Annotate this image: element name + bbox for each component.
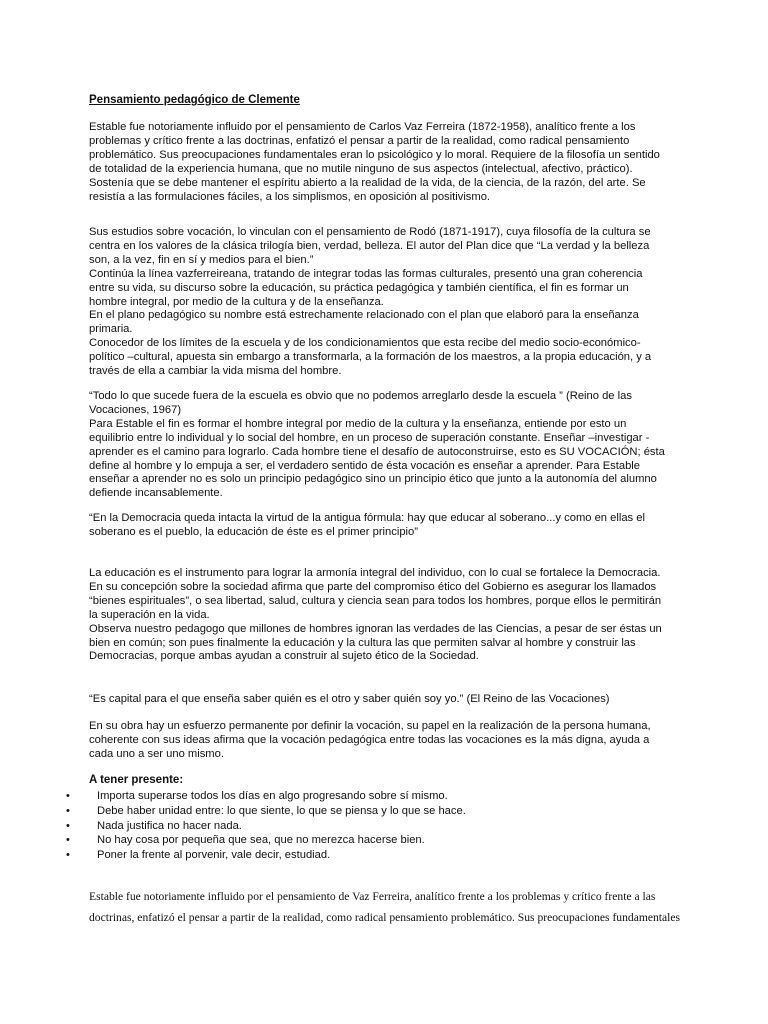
list-item-text: No hay cosa por pequeña que sea, que no merezca hacerse bien. — [97, 834, 425, 847]
text-line: soberano es el pueblo, la educación de éste es el primer principio” — [89, 525, 418, 538]
document-title: Pensamiento pedagógico de Clemente — [89, 94, 300, 106]
text-line: “En la Democracia queda intacta la virtud de la antigua fórmula: hay que educar al soberano...y como en ellas el — [89, 512, 645, 524]
bullet-icon: • — [66, 804, 70, 817]
list-item-text: Nada justifica no hacer nada. — [97, 819, 242, 832]
list-item — [0, 789, 768, 804]
paragraph-7 — [89, 720, 674, 762]
text-line: En su concepción sobre la sociedad afirma que parte del compromiso ético del Gobierno es asegurar los llamados — [89, 580, 657, 593]
text-line: hombre integral, por medio de la cultura y de la enseñanza. — [89, 295, 384, 308]
paragraph-1 — [89, 121, 674, 204]
text-line: Estable fue notoriamente influido por el pensamiento de Vaz Ferreira, analítico frente a los problemas y crítico frente a las — [89, 890, 656, 903]
paragraph-3 — [89, 390, 674, 501]
text-line: La educación es el instrumento para lograr la armonía integral del individuo, con lo cual se fortalece la Democracia. — [89, 567, 661, 579]
list-item-text: Importa superarse todos los días en algo progresando sobre sí mismo. — [97, 790, 448, 802]
text-line: Estable fue notoriamente influido por el pensamiento de Carlos Vaz Ferreira (1872-1958), analítico frente a los — [89, 121, 636, 133]
paragraph-2 — [89, 226, 674, 379]
text-line: aprender es el camino para lograrlo. Cada hombre tiene el desafío de autoconstruirse, esto es SU VOCACIÓN; ésta — [89, 445, 665, 458]
quote-democracia — [89, 512, 674, 540]
text-line: resistía a las formulaciones fáciles, a los simplismos, en oposición al positivismo. — [89, 190, 491, 203]
bullet-icon: • — [66, 849, 70, 862]
text-line: centra en los valores de la clásica trilogía bien, verdad, belleza. El autor del Plan dice que “La verdad y la belleza — [89, 239, 650, 252]
text-line: define al hombre y lo empuja a ser, el verdadero sentido de ésta vocación es enseñar a aprender. Para Estable — [89, 459, 641, 472]
text-line: bien en común; son pues finalmente la educación y la cultura las que permiten salvar al hombre y construir las — [89, 636, 636, 649]
text-line: Conocedor de los límites de la escuela y de los condicionamientos que esta recibe del medio socio-económico- — [89, 337, 641, 350]
text-line: problemas y crítico frente a las doctrinas, enfatizó el pensar a partir de la realidad, como radical pensamiento — [89, 134, 630, 147]
text-line: Democracias, porque ambas ayudan a construir al sujeto ético de la Sociedad. — [89, 650, 479, 663]
list-item-text: Debe haber unidad entre: lo que siente, lo que se piensa y lo que se hace. — [97, 804, 466, 817]
text-line: “Todo lo que sucede fuera de la escuela es obvio que no podemos arreglarlo desde la escuela ” (Reino de las — [89, 390, 632, 402]
text-line: equilibrio entre lo individual y lo social del hombre, en un proceso de superación constante. Enseñar –investigar - — [89, 431, 650, 444]
text-line: son, a la vez, fin en sí y medios para el bien.” — [89, 253, 314, 266]
bullet-icon: • — [66, 819, 70, 832]
list-item-text: Poner la frente al porvenir, vale decir, estudiad. — [97, 849, 331, 862]
text-line: enseñar a aprender no es solo un principio pedagógico sino un principio ético que junto a la autonomía del alumno — [89, 473, 657, 486]
quote-vocaciones — [89, 693, 674, 707]
text-line: político –cultural, apuesta sin embargo a transformarla, a la formación de los maestros, a la propia educación, y a — [89, 351, 652, 364]
list-item — [0, 804, 768, 819]
text-line: Vocaciones, 1967) — [89, 403, 182, 416]
text-line: entre su vida, su discurso sobre la educación, su práctica pedagógica y también científica, el fin es formar un — [89, 281, 629, 294]
text-line: través de ella a cambiar la vida misma del hombre. — [89, 365, 342, 378]
text-line: cada uno a ser uno mismo. — [89, 747, 224, 760]
text-line: Sostenía que se debe mantener el espíritu abierto a la realidad de la vida, de la ciencia, de la razón, del arte. Se — [89, 176, 646, 189]
text-line: de totalidad de la experiencia humana, que no mutile ninguno de sus aspectos (intelectual, afectivo, práctico). — [89, 162, 633, 175]
text-line: coherente con sus ideas afirma que la vocación pedagógica entre todas las vocaciones es la más digna, ayuda a — [89, 733, 650, 746]
paragraph-5 — [89, 567, 674, 664]
text-line: la superación en la vida. — [89, 608, 210, 621]
text-line: problemático. Sus preocupaciones fundamentales eran lo psicológico y lo moral. Requiere de la filosofía un sentido — [89, 148, 660, 161]
text-line: En su obra hay un esfuerzo permanente por definir la vocación, su papel en la realización de la persona humana, — [89, 720, 651, 732]
text-line: primaria. — [89, 323, 133, 336]
text-line: “Es capital para el que enseña saber quién es el otro y saber quién soy yo.” (El Reino de las Vocaciones) — [89, 693, 610, 705]
serif-paragraph — [89, 886, 681, 928]
bullet-list — [0, 789, 768, 863]
text-line: Sus estudios sobre vocación, lo vinculan con el pensamiento de Rodó (1871-1917), cuya filosofía de la cultura se — [89, 226, 651, 238]
text-line: defiende incansablemente. — [89, 487, 223, 500]
subheading: A tener presente: — [89, 774, 184, 786]
list-item — [0, 833, 768, 848]
text-line: “bienes espirituales”, o sea libertad, salud, cultura y ciencia sean para todos los hombres, porque ellos le permitirán — [89, 594, 662, 607]
bullet-icon: • — [66, 834, 70, 847]
text-line: doctrinas, enfatizó el pensar a partir de la realidad, como radical pensamiento problemático. Sus preocupaciones fundamentales — [89, 911, 681, 924]
text-line: Continúa la línea vazferreireana, tratando de integrar todas las formas culturales, presentó una gran coherencia — [89, 267, 643, 280]
text-line: En el plano pedagógico su nombre está estrechamente relacionado con el plan que elaboró para la enseñanza — [89, 309, 639, 322]
text-line: Observa nuestro pedagogo que millones de hombres ignoran las verdades de las Ciencias, a pesar de ser éstas un — [89, 622, 662, 635]
text-line: Para Estable el fin es formar el hombre integral por medio de la cultura y la enseñanza, entiende por esto un — [89, 417, 627, 430]
list-item — [0, 848, 768, 863]
bullet-icon: • — [66, 790, 70, 802]
list-item — [0, 819, 768, 834]
